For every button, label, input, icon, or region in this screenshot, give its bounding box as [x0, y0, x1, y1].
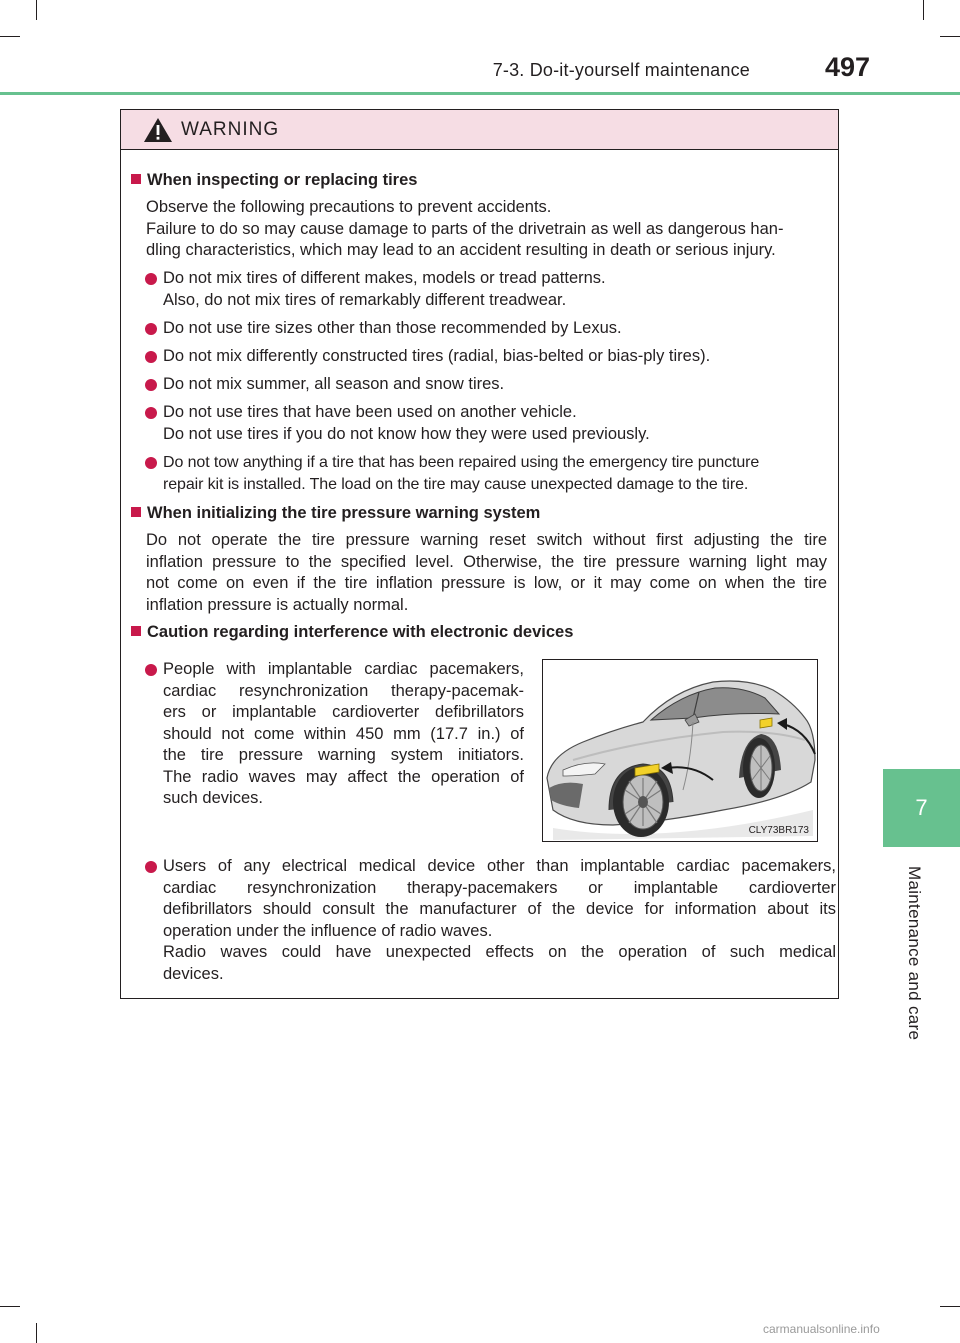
crop-mark: [923, 0, 924, 20]
text-line: Do not use tire sizes other than those recommended by Lexus.: [163, 319, 622, 337]
list-item: [146, 374, 836, 396]
section-intro: [146, 197, 836, 262]
text-line: operation under the influence of radio waves.: [163, 921, 493, 940]
text-line: Failure to do so may cause damage to parts of the drivetrain as well as dangerous han-: [146, 219, 784, 238]
text-line: Users of any electrical medical device other than implantable cardiac pacemakers,: [163, 857, 836, 875]
text-line: Do not mix tires of different makes, models or tread patterns.: [163, 269, 606, 287]
header-rule: [0, 92, 960, 95]
list-item: [146, 268, 836, 311]
warning-header: [121, 110, 838, 150]
round-bullet-icon: [145, 379, 157, 391]
text-line: People with implantable cardiac pacemakers,: [163, 660, 524, 678]
text-line: The radio waves may affect the operation of: [163, 767, 524, 786]
warning-box: [120, 109, 839, 999]
round-bullet-icon: [145, 457, 157, 469]
section-body: [146, 530, 827, 616]
section-heading-tpws-init: When initializing the tire pressure warning system: [131, 503, 540, 524]
text-line: cardiac resynchronization therapy-pacemakers or implantable cardioverter: [163, 878, 836, 897]
text-line: such devices.: [163, 789, 263, 807]
page-number: 497: [824, 52, 870, 82]
text-line: Do not mix summer, all season and snow tires.: [163, 375, 505, 393]
round-bullet-icon: [145, 861, 157, 873]
crop-mark: [0, 1306, 20, 1307]
warning-triangle-icon: [143, 117, 173, 143]
round-bullet-icon: [145, 273, 157, 285]
car-tpws-initiator-figure: [542, 659, 818, 842]
round-bullet-icon: [145, 407, 157, 419]
text-line: Do not use tires that have been used on another vehicle.: [163, 403, 577, 421]
watermark: carmanualsonline.info: [763, 1322, 880, 1336]
text-line: Do not use tires if you do not know how they were used previously.: [163, 424, 650, 443]
text-line: should not come within 450 mm (17.7 in.) of: [163, 724, 524, 743]
section-heading-inspecting-tires: When inspecting or replacing tires: [131, 170, 417, 191]
list-item: [146, 856, 836, 985]
text-line: dling characteristics, which may lead to an accident resulting in death or serious injury.: [146, 241, 776, 259]
text-line: defibrillators should consult the manufacturer of the device for information about its: [163, 900, 836, 918]
text-line: Do not mix differently constructed tires (radial, bias-belted or bias-ply tires).: [163, 347, 711, 365]
round-bullet-icon: [145, 323, 157, 335]
list-item: [146, 402, 836, 445]
text-line: Observe the following precautions to prevent accidents.: [146, 198, 552, 216]
square-bullet-icon: [131, 507, 141, 517]
text-line: cardiac resynchronization therapy-pacemak-: [163, 681, 524, 700]
chapter-tab: [883, 769, 960, 847]
chapter-title: Maintenance and care: [905, 866, 924, 1041]
square-bullet-icon: [131, 626, 141, 636]
square-bullet-icon: [131, 174, 141, 184]
list-item: [146, 659, 524, 810]
text-line: Do not operate the tire pressure warning reset switch without first adjusting the tire: [146, 531, 827, 549]
text-line: not come on even if the tire inflation pressure is low, or it may come on when the tire: [146, 574, 827, 592]
text-line: Also, do not mix tires of remarkably different treadwear.: [163, 290, 567, 309]
text-line: Radio waves could have unexpected effects on the operation of such medical: [163, 943, 836, 961]
text-line: ers or implantable cardioverter defibrillators: [163, 703, 524, 721]
list-item: [146, 452, 836, 495]
round-bullet-icon: [145, 664, 157, 676]
figure-code: CLY73BR173: [748, 825, 809, 836]
crop-mark: [940, 36, 960, 37]
crop-mark: [0, 36, 20, 37]
list-item: [146, 346, 836, 368]
crop-mark: [36, 1323, 37, 1343]
section-title: 7-3. Do-it-yourself maintenance: [492, 60, 750, 80]
round-bullet-icon: [145, 351, 157, 363]
text-line: devices.: [163, 964, 224, 983]
warning-title: WARNING: [181, 118, 280, 140]
text-line: the tire pressure warning system initiators.: [163, 746, 524, 764]
section-heading-interference: Caution regarding interference with electronic devices: [131, 622, 573, 643]
crop-mark: [36, 0, 37, 20]
crop-mark: [940, 1306, 960, 1307]
car-illustration: [543, 660, 818, 842]
list-item: [146, 318, 836, 340]
text-line: inflation pressure to the specified level. Otherwise, the tire pressure warning light may: [146, 552, 827, 571]
text-line: Do not tow anything if a tire that has been repaired using the emergency tire puncture: [163, 454, 760, 471]
chapter-number: 7: [915, 795, 928, 820]
text-line: repair kit is installed. The load on the tire may cause unexpected damage to the tire.: [163, 475, 749, 493]
text-line: inflation pressure is actually normal.: [146, 595, 409, 614]
